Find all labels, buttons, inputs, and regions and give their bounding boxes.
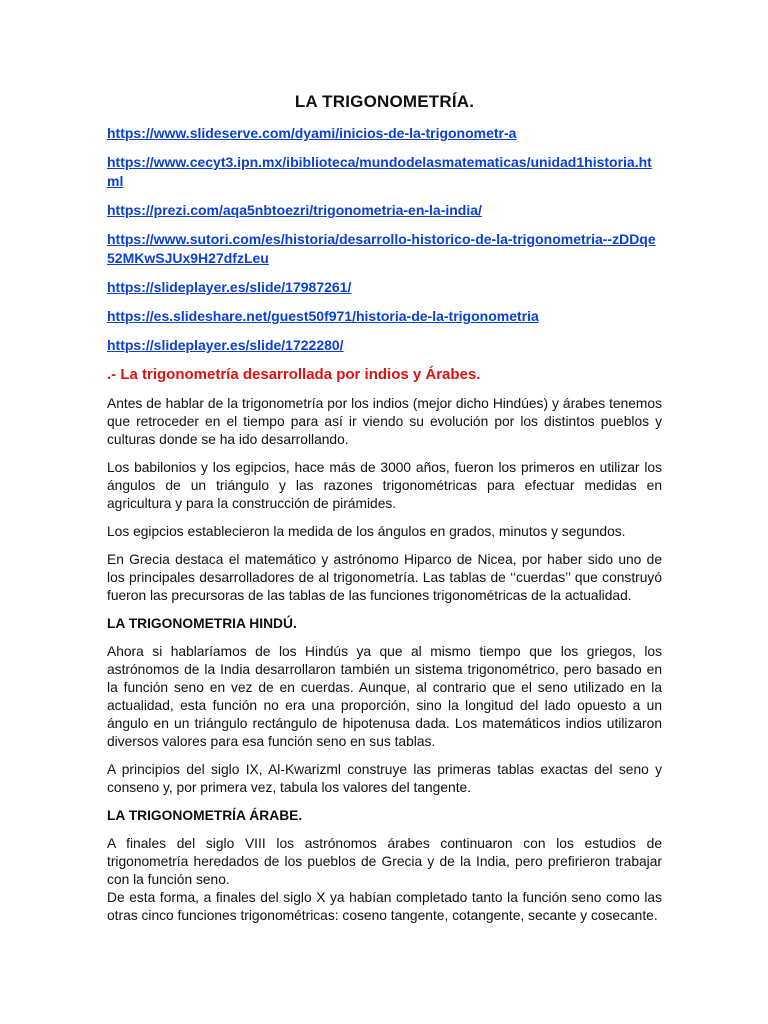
intro-paragraph-3: Los egipcios establecieron la medida de los ángulos en grados, minutos y segundos. <box>107 524 626 539</box>
intro-paragraph-1: Antes de hablar de la trigonometría por los indios (mejor dicho Hindúes) y árabes tenemos que retroceder en el tiempo para así ir viendo su evolución por los distintos pueblos y culturas donde se ha ido desarrollando. <box>107 396 662 447</box>
arabe-paragraph-line-2: De esta forma, a finales del siglo X ya habían completado tanto la función seno como las otras cinco funciones trigonométricas: coseno tangente, cotangente, secante y cosecante. <box>107 890 662 923</box>
hindu-paragraph-1: Ahora si hablaríamos de los Hindús ya que al mismo tiempo que los griegos, los astrónomos de la India desarrollaron también un sistema trigonométrico, pero basado en la función seno en vez de en cuerdas. Aunque, al contrario que el seno utilizado en la actualidad, esta función no era una proporción, sino la longitud del lado opuesto a un ángulo en un triángulo rectángulo de hipotenusa dada. Los matemáticos indios utilizaron diversos valores para esa función seno en sus tablas. <box>107 644 662 749</box>
arabe-section-heading: LA TRIGONOMETRÍA ÁRABE. <box>107 808 303 823</box>
arabe-paragraph <box>107 835 662 925</box>
intro-paragraph-2: Los babilonios y los egipcios, hace más de 3000 años, fueron los primeros en utilizar los ángulos de un triángulo y las razones trigonométricas para efectuar medidas en agricultura y para la construcción de pirámides. <box>107 460 662 511</box>
arabe-paragraph-line-1: A finales del siglo VIII los astrónomos árabes continuaron con los estudios de trigonometría heredados de los pueblos de Grecia y de la India, pero prefirieron trabajar con la función seno. <box>107 836 662 887</box>
hindu-paragraph-2: A principios del siglo IX, Al-Kwarizml construye las primeras tablas exactas del seno y conseno y, por primera vez, tabula los valores del tangente. <box>107 762 662 795</box>
document-title: LA TRIGONOMETRÍA. <box>294 92 475 111</box>
intro-heading: .- La trigonometría desarrollada por indios y Árabes. <box>107 366 481 383</box>
link-cecyt3[interactable]: https://www.cecyt3.ipn.mx/ibiblioteca/mundodelasmatematicas/unidad1historia.html <box>107 154 652 189</box>
link-slideserve[interactable]: https://www.slideserve.com/dyami/inicios-de-la-trigonometr-a <box>107 125 517 141</box>
link-slideplayer-2[interactable]: https://slideplayer.es/slide/1722280/ <box>107 337 344 353</box>
link-sutori[interactable]: https://www.sutori.com/es/historia/desarrollo-historico-de-la-trigonometria--zDDqe52MKwSJUx9H27dfzLeu <box>107 231 656 266</box>
link-slideplayer-1[interactable]: https://slideplayer.es/slide/17987261/ <box>107 279 352 295</box>
link-slideshare[interactable]: https://es.slideshare.net/guest50f971/historia-de-la-trigonometria <box>107 308 539 324</box>
link-prezi[interactable]: https://prezi.com/aqa5nbtoezri/trigonometria-en-la-india/ <box>107 202 482 218</box>
hindu-section-heading: LA TRIGONOMETRIA HINDÚ. <box>107 616 297 631</box>
intro-paragraph-4: En Grecia destaca el matemático y astrónomo Hiparco de Nicea, por haber sido uno de los principales desarrolladores de al trigonometría. Las tablas de ‘‘cuerdas’’ que construyó fueron las precursoras de las tablas de las funciones trigonométricas de la actualidad. <box>107 552 662 603</box>
